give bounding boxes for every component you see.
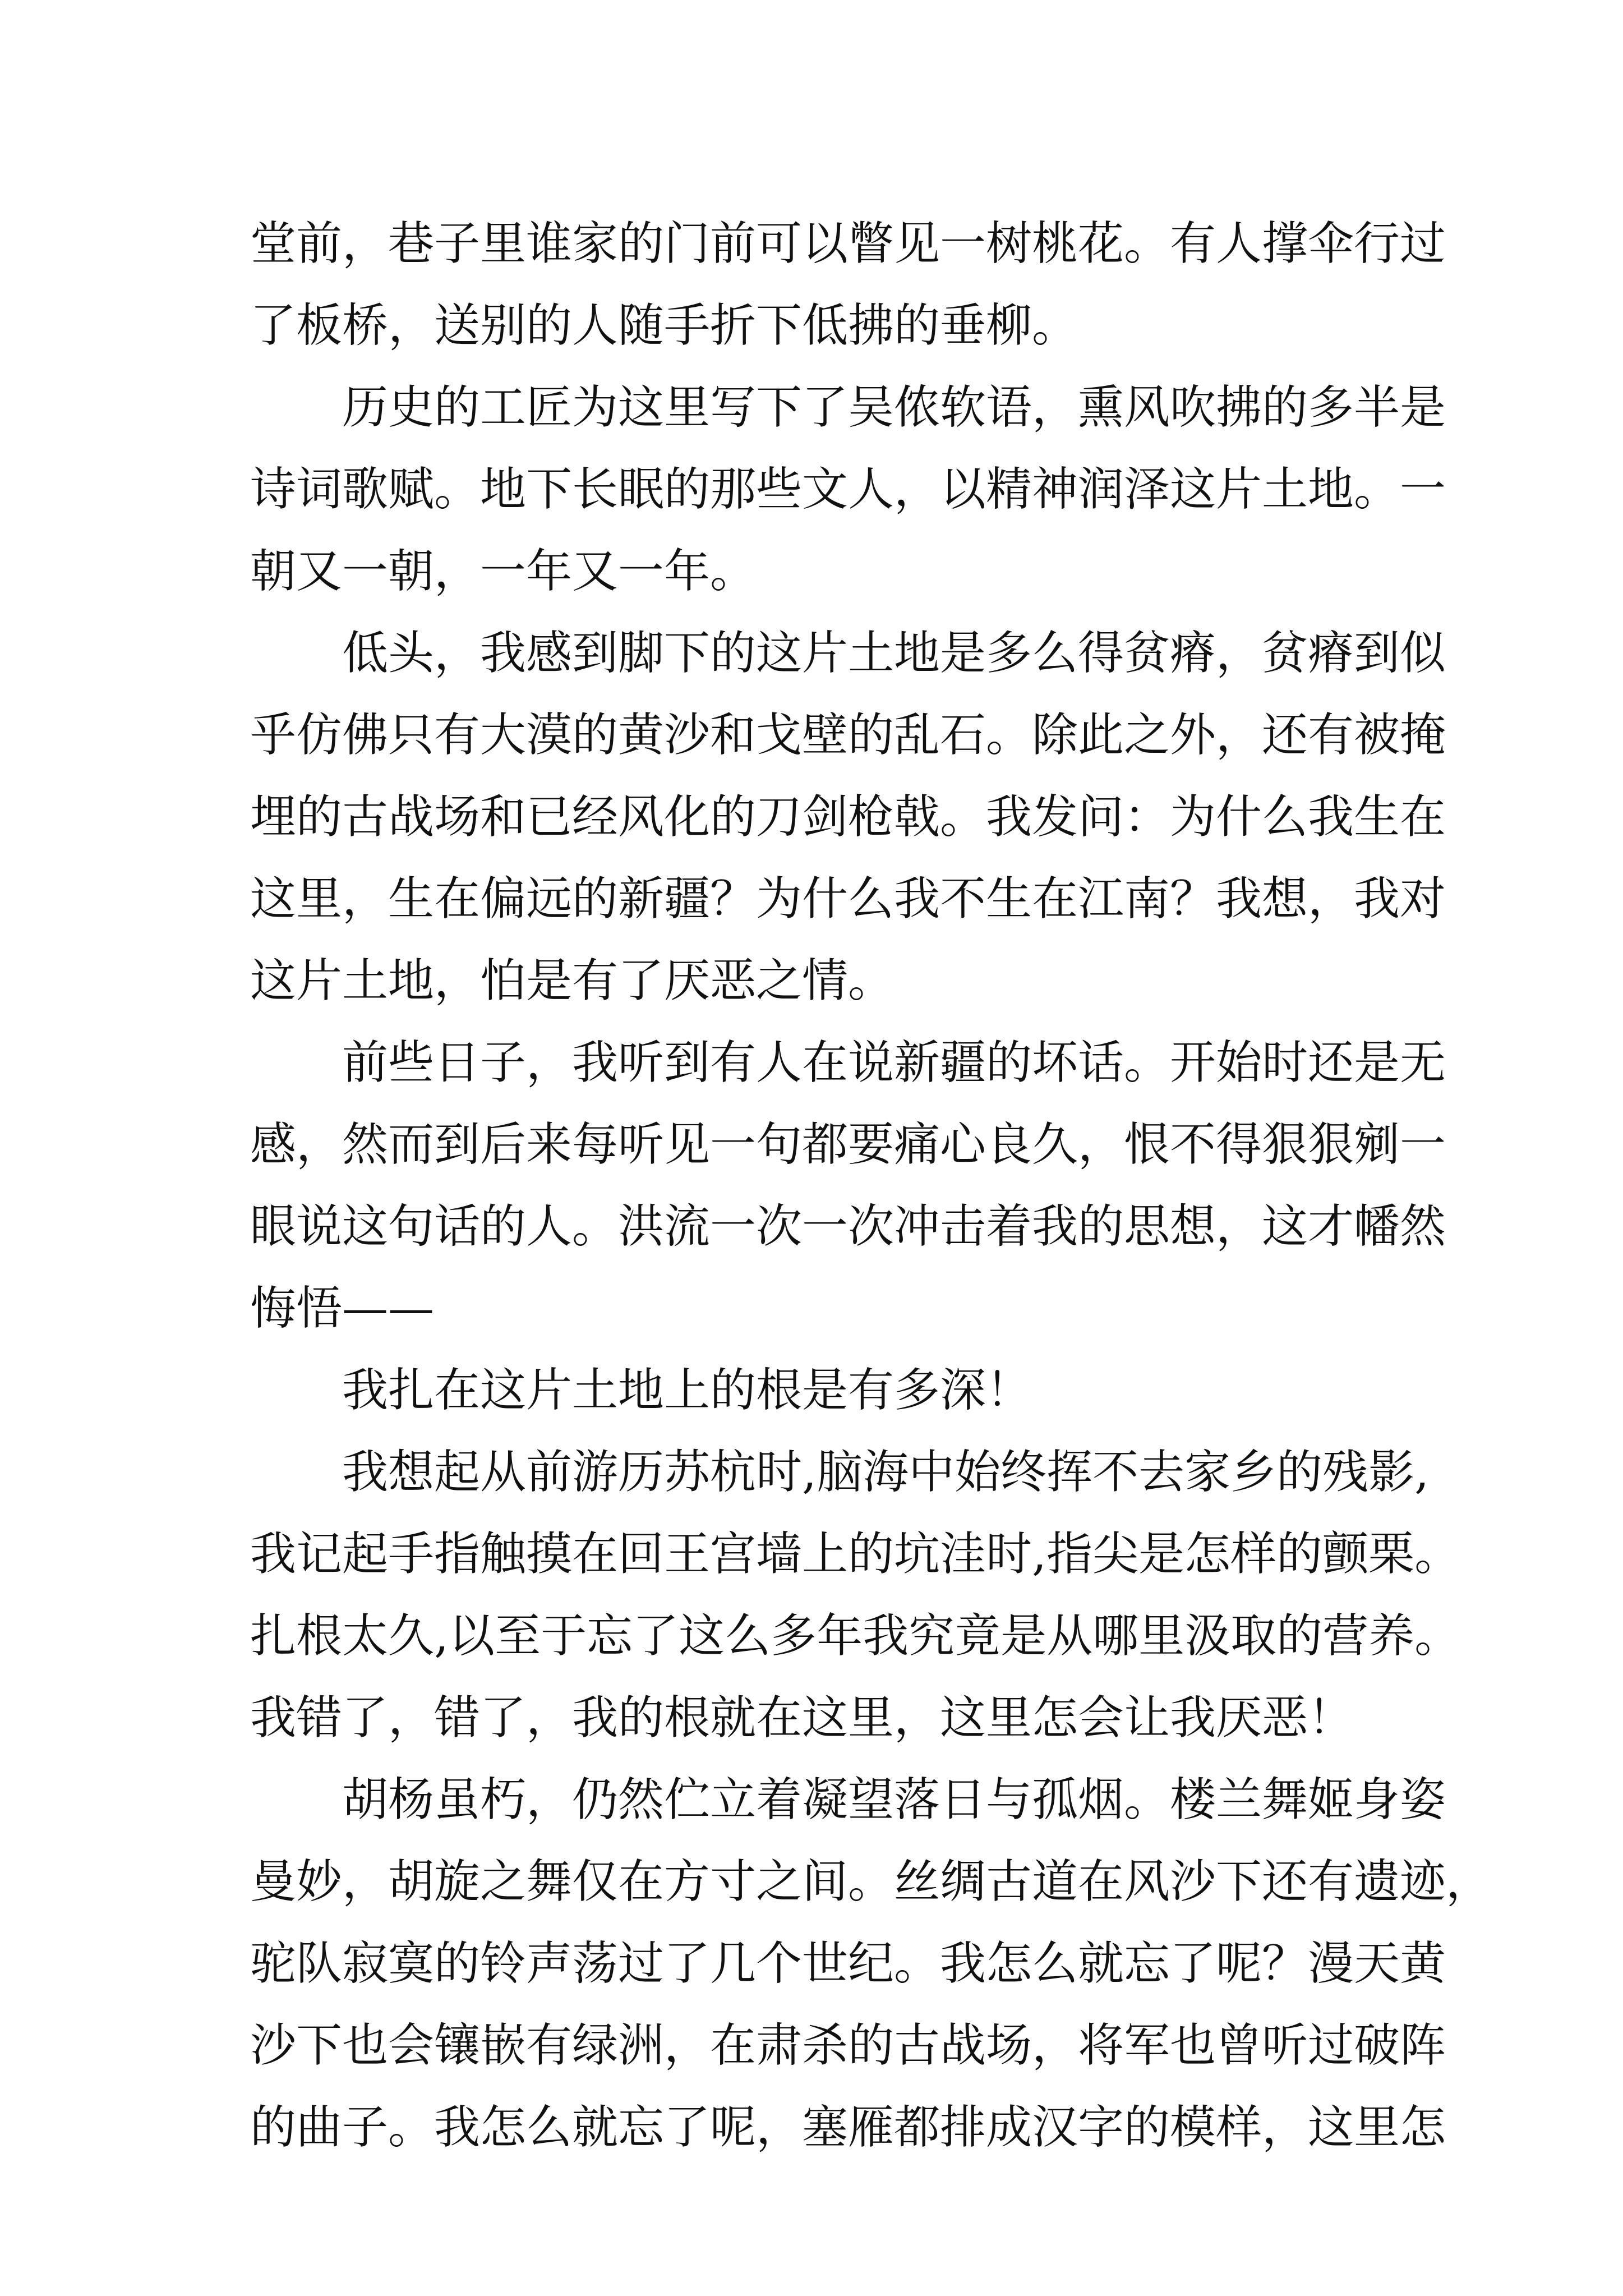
text-line: 曼妙，胡旋之舞仅在方寸之间。丝绸古道在风沙下还有遗迹， [250, 1855, 1492, 1908]
text-line: 我记起手指触摸在回王宫墙上的坑洼时,指尖是怎样的颤栗。 [250, 1527, 1461, 1581]
text-line: 胡杨虽朽，仍然伫立着凝望落日与孤烟。楼兰舞姬身姿 [342, 1773, 1446, 1826]
text-line: 这片土地，怕是有了厌恶之情。 [250, 954, 895, 1007]
text-line: 我扎在这片土地上的根是有多深！ [342, 1364, 1032, 1417]
paragraph [250, 377, 1446, 623]
paragraph [250, 1032, 1446, 1360]
text-line: 历史的工匠为这里写下了吴侬软语，熏风吹拂的多半是 [342, 381, 1446, 434]
paragraph [250, 623, 1446, 1032]
text-line: 悔悟—— [250, 1282, 435, 1335]
text-line: 眼说这句话的人。洪流一次一次冲击着我的思想，这才幡然 [250, 1200, 1446, 1253]
text-line: 这里，生在偏远的新疆？为什么我不生在江南？我想，我对 [250, 872, 1446, 926]
paragraph [250, 1360, 1394, 1442]
text-line: 的曲子。我怎么就忘了呢，塞雁都排成汉字的模样，这里怎 [250, 2101, 1446, 2154]
paragraph [250, 1769, 1492, 2179]
text-line: 堂前，巷子里谁家的门前可以瞥见一树桃花。有人撑伞行过 [250, 217, 1446, 270]
text-line: 扎根太久,以至于忘了这么多年我究竟是从哪里汲取的营养。 [250, 1609, 1461, 1663]
text-line: 我想起从前游历苏杭时,脑海中始终挥不去家乡的残影, [342, 1446, 1430, 1499]
text-line: 沙下也会镶嵌有绿洲，在肃杀的古战场，将军也曾听过破阵 [250, 2019, 1446, 2072]
text-line: 了板桥，送别的人随手折下低拂的垂柳。 [250, 299, 1078, 352]
text-line: 感，然而到后来每听见一句都要痛心良久，恨不得狠狠剜一 [250, 1118, 1446, 1171]
text-line: 驼队寂寞的铃声荡过了几个世纪。我怎么就忘了呢？漫天黄 [250, 1937, 1446, 1990]
paragraph [250, 1442, 1461, 1769]
text-line: 我错了，错了，我的根就在这里，这里怎会让我厌恶！ [250, 1691, 1354, 1745]
text-line: 朝又一朝，一年又一年。 [250, 545, 757, 598]
text-line: 诗词歌赋。地下长眠的那些文人，以精神润泽这片土地。一 [250, 463, 1446, 516]
text-line: 前些日子，我听到有人在说新疆的坏话。开始时还是无 [342, 1036, 1446, 1089]
text-line: 乎仿佛只有大漠的黄沙和戈壁的乱石。除此之外，还有被掩 [250, 708, 1446, 762]
paragraph [250, 213, 1446, 377]
text-line: 低头，我感到脚下的这片土地是多么得贫瘠，贫瘠到似 [342, 627, 1446, 680]
text-line: 埋的古战场和已经风化的刀剑枪戟。我发问：为什么我生在 [250, 790, 1446, 844]
essay-body [250, 213, 1492, 2179]
